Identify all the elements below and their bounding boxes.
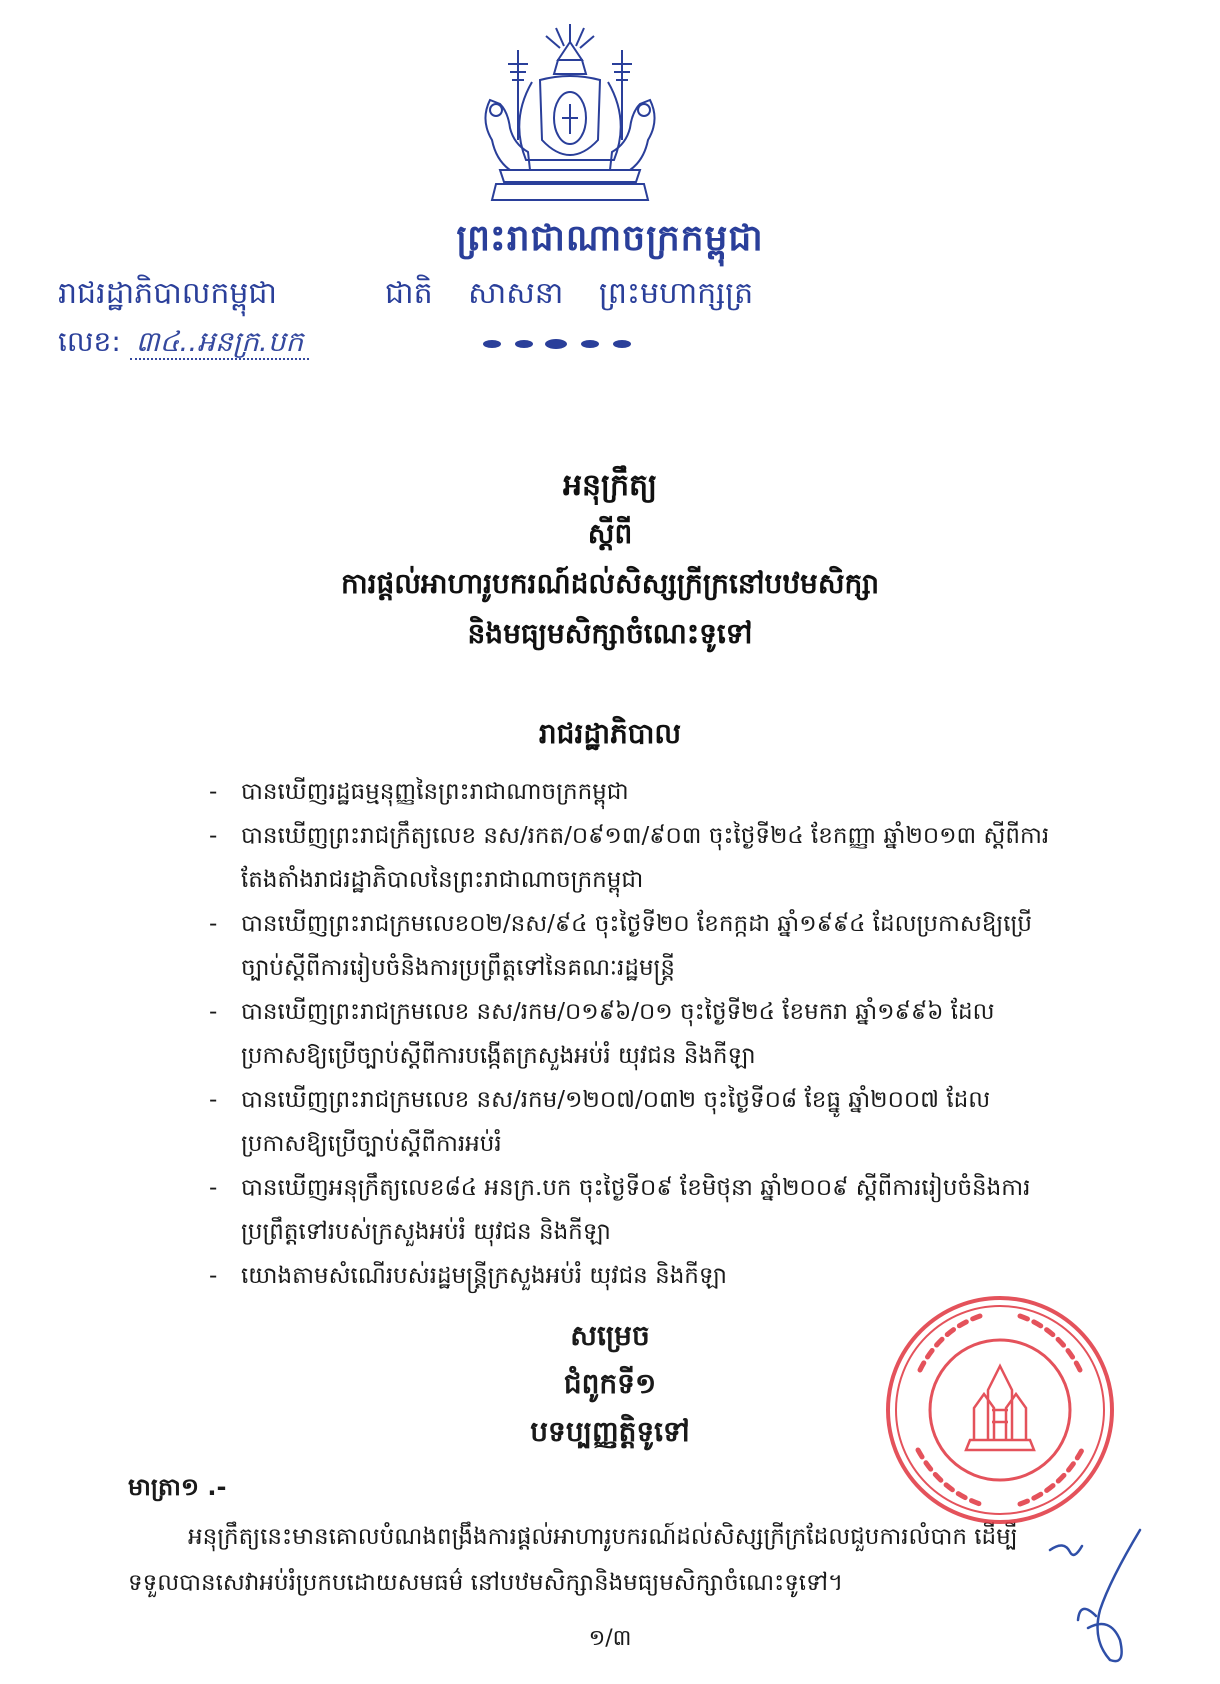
article-heading: មាត្រា១ .- [128, 1473, 227, 1501]
list-item: - បានឃើញរដ្ឋធម្មនុញ្ញនៃព្រះរាជាណាចក្រកម្ពុជា [205, 770, 1055, 814]
list-item: - បានឃើញព្រះរាជក្រមលេខ នស/រកម/១២០៧/០៣២ ចុះថ្ងៃទី០៨ ខែធ្នូ ឆ្នាំ២០០៧ ដែលប្រកាសឱ្យប្រើច្បាប់ស្តីពីការអប់រំ [205, 1078, 1055, 1166]
list-item: - បានឃើញព្រះរាជក្រឹត្យលេខ នស/រកត/០៩១៣/៩០៣ ចុះថ្ងៃទី២៤ ខែកញ្ញា ឆ្នាំ២០១៣ ស្តីពីការតែងតាំងរាជរដ្ឋាភិបាលនៃព្រះរាជាណាចក្រកម្ពុជា [205, 814, 1055, 902]
considerations-list [205, 770, 1055, 1298]
reference-label: លេខ: [58, 325, 121, 358]
list-item: - យោងតាមសំណើរបស់រដ្ឋមន្ត្រីក្រសួងអប់រំ យុវជន និងកីឡា [205, 1254, 1055, 1298]
list-item: - បានឃើញអនុក្រឹត្យលេខ៨៤ អនក្រ.បក ចុះថ្ងៃទី០៩ ខែមិថុនា ឆ្នាំ២០០៩ ស្តីពីការរៀបចំនិងការប្រព្រឹត្តទៅរបស់ក្រសួងអប់រំ យុវជន និងកីឡា [205, 1166, 1055, 1254]
decides-heading: សម្រេច [570, 1319, 650, 1352]
chapter-title: បទប្បញ្ញត្តិទូទៅ [530, 1415, 690, 1448]
national-motto: ជាតិ សាសនា ព្រះមហាក្សត្រ [385, 276, 754, 311]
ornament-divider-icon [480, 336, 650, 352]
government-name: រាជរដ្ឋាភិបាលកម្ពុជា [58, 276, 277, 311]
document-type: អនុក្រឹត្យ [562, 468, 658, 503]
chapter-heading: ជំពូកទី១ [563, 1367, 657, 1400]
reference-number [58, 324, 309, 365]
official-seal-icon [880, 1290, 1120, 1530]
list-item: - បានឃើញព្រះរាជក្រមលេខ នស/រកម/០១៩៦/០១ ចុះថ្ងៃទី២៤ ខែមករា ឆ្នាំ១៩៩៦ ដែលប្រកាសឱ្យប្រើច្បាប់ស្តីពីការបង្កើតក្រសួងអប់រំ យុវជន និងកីឡា [205, 990, 1055, 1078]
subject-line-2: និងមធ្យមសិក្សាចំណេះទូទៅ [467, 617, 753, 650]
subject-line-1: ការផ្តល់អាហារូបករណ៍ដល់សិស្សក្រីក្រនៅបឋមសិក្សា [340, 567, 880, 600]
royal-coat-of-arms-icon [470, 20, 670, 210]
kingdom-title: ព្រះរាជាណាចក្រកម្ពុជា [456, 218, 764, 259]
page-number: ១/៣ [588, 1626, 632, 1651]
article-text: អនុក្រឹត្យនេះមានគោលបំណងពង្រឹងការផ្តល់អាហារូបករណ៍ដល់សិស្សក្រីក្រដែលជួបការលំបាក ដើម្បីទទួលបានសេវាអប់រំប្រកបដោយសមធម៌ នៅបឋមសិក្សានិងមធ្យមសិក្សាចំណេះទូទៅ។ [128, 1524, 1018, 1596]
title-about: ស្តីពី [587, 517, 633, 550]
list-item: - បានឃើញព្រះរាជក្រមលេខ០២/នស/៩៤ ចុះថ្ងៃទី២០ ខែកក្កដា ឆ្នាំ១៩៩៤ ដែលប្រកាសឱ្យប្រើច្បាប់ស្តីពីការរៀបចំនិងការប្រព្រឹត្តទៅនៃគណៈរដ្ឋមន្ត្រី [205, 902, 1055, 990]
reference-value: ៣៤..អនក្រ.បក [130, 325, 310, 360]
issuer: រាជរដ្ឋាភិបាល [538, 717, 682, 750]
